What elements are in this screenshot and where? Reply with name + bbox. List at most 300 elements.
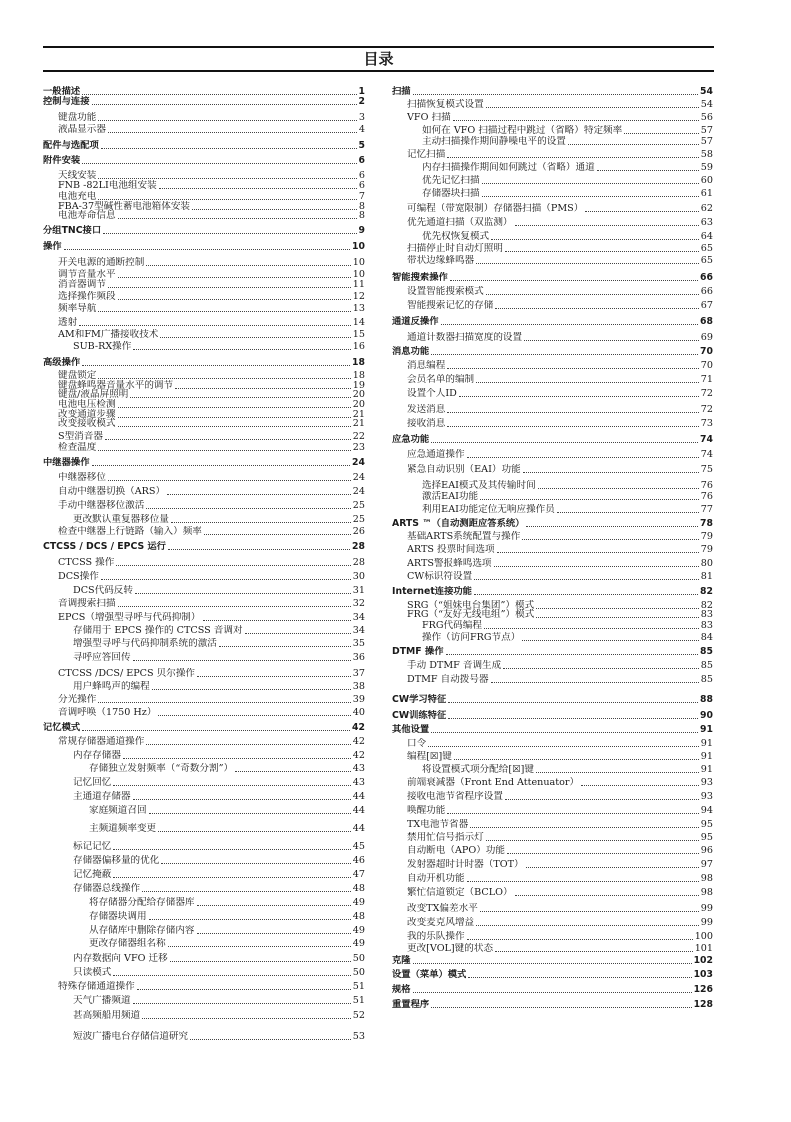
entry-title: 家庭频道召回	[89, 805, 147, 816]
toc-entry[interactable]	[43, 897, 365, 909]
title-rule	[43, 70, 714, 72]
page-number: 94	[700, 805, 713, 816]
entry-title: 发射器超时计时器（TOT）	[407, 859, 524, 870]
toc-entry[interactable]	[43, 823, 365, 835]
toc-entry[interactable]	[392, 464, 713, 476]
toc-entry[interactable]	[43, 329, 365, 341]
toc-entry[interactable]	[392, 360, 713, 372]
entry-title: 音调搜索扫描	[58, 598, 116, 609]
dot-leader	[92, 104, 357, 105]
toc-entry[interactable]	[43, 585, 365, 597]
dot-leader	[431, 354, 698, 355]
toc-entry[interactable]	[392, 845, 713, 857]
toc-entry[interactable]	[392, 859, 713, 871]
page-number: 38	[352, 681, 365, 692]
toc-section-entry[interactable]	[392, 646, 713, 658]
page-number: 99	[700, 903, 713, 914]
dot-leader	[103, 233, 356, 234]
toc-entry[interactable]	[43, 257, 365, 269]
toc-section-entry[interactable]	[392, 86, 713, 98]
toc-entry[interactable]	[43, 1010, 365, 1022]
dot-leader	[486, 840, 699, 841]
toc-section-entry[interactable]	[392, 518, 713, 530]
toc-entry[interactable]	[43, 500, 365, 512]
page-number: 78	[700, 518, 713, 529]
page-number: 88	[700, 694, 713, 705]
toc-section-entry[interactable]	[392, 999, 713, 1011]
dot-leader	[197, 905, 351, 906]
page-number: 18	[352, 370, 365, 381]
toc-section-entry[interactable]	[43, 357, 365, 369]
toc-entry[interactable]	[43, 953, 365, 965]
entry-title: 更改[VOL]键的状态	[407, 943, 494, 954]
dot-leader	[118, 299, 351, 300]
dot-leader	[597, 170, 699, 171]
dot-leader	[116, 565, 350, 566]
entry-title: 应急功能	[392, 434, 430, 445]
entry-title: 智能搜索操作	[392, 272, 448, 283]
toc-entry[interactable]	[43, 210, 365, 222]
page-number: 54	[700, 99, 713, 110]
entry-title: 自动断电（APO）功能	[407, 845, 505, 856]
entry-title: 内存数据向 VFO 迁移	[73, 953, 168, 964]
toc-entry[interactable]	[43, 317, 365, 329]
toc-entry[interactable]	[392, 300, 713, 312]
dot-leader	[133, 349, 350, 350]
toc-entry[interactable]	[43, 750, 365, 762]
entry-title: 电池充电	[58, 191, 97, 202]
entry-title: 繁忙信道锁定（BCLO）	[407, 887, 513, 898]
toc-entry[interactable]	[392, 571, 713, 583]
dot-leader	[167, 494, 351, 495]
toc-entry[interactable]	[392, 99, 713, 111]
toc-entry[interactable]	[392, 504, 713, 516]
dot-leader	[98, 178, 357, 179]
dot-leader	[522, 539, 698, 540]
page-number: 20	[352, 399, 365, 410]
page-number: 73	[700, 418, 713, 429]
entry-title: 接收消息	[407, 418, 446, 429]
page-number: 6	[358, 180, 365, 191]
page-number: 66	[700, 272, 713, 283]
toc-entry[interactable]	[392, 674, 713, 686]
entry-title: FRG代码编程	[422, 620, 482, 631]
toc-entry[interactable]	[43, 981, 365, 993]
entry-title: 口令	[407, 738, 427, 749]
entry-title: 手动 DTMF 音调生成	[407, 660, 502, 671]
entry-title: TX电池节省器	[407, 819, 469, 830]
toc-entry[interactable]	[43, 681, 365, 693]
toc-entry[interactable]	[392, 374, 713, 386]
dot-leader	[149, 813, 351, 814]
entry-title: 接收电池节省程序设置	[407, 791, 503, 802]
dot-leader	[482, 183, 699, 184]
dot-leader	[133, 1003, 351, 1004]
dot-leader	[190, 1039, 351, 1040]
toc-entry[interactable]	[43, 557, 365, 569]
toc-entry[interactable]	[392, 217, 713, 229]
toc-entry[interactable]	[43, 736, 365, 748]
toc-entry[interactable]	[392, 491, 713, 503]
entry-title: 改变麦克风增益	[407, 917, 475, 928]
toc-entry[interactable]	[43, 124, 365, 136]
dot-leader	[495, 308, 698, 309]
page-number: 1	[358, 86, 365, 97]
toc-entry[interactable]	[392, 162, 713, 174]
entry-title: 存储器总线操作	[73, 883, 141, 894]
page-number: 56	[700, 112, 713, 123]
toc-entry[interactable]	[43, 805, 365, 817]
page-number: 15	[352, 329, 365, 340]
page-number: 91	[700, 751, 713, 762]
dot-leader	[79, 325, 351, 326]
toc-entry[interactable]	[392, 873, 713, 885]
toc-entry[interactable]	[43, 869, 365, 881]
page-number: 42	[352, 750, 365, 761]
toc-entry[interactable]	[392, 449, 713, 461]
entry-title: AM和FM广播接收技术	[58, 329, 159, 340]
toc-entry[interactable]	[392, 620, 713, 632]
page-number: 10	[352, 269, 365, 280]
page-number: 64	[700, 231, 713, 242]
dot-leader	[505, 251, 699, 252]
entry-title: 存储独立发射频率（“奇数分割”）	[89, 763, 234, 774]
page-number: 50	[352, 967, 365, 978]
toc-entry[interactable]	[392, 777, 713, 789]
dot-leader	[467, 939, 693, 940]
entry-title: 短波广播电台存储信道研究	[73, 1031, 189, 1042]
dot-leader	[158, 831, 351, 832]
toc-entry[interactable]	[392, 404, 713, 416]
entry-title: 自动中继器切换（ARS）	[58, 486, 166, 497]
page-number: 50	[352, 953, 365, 964]
dot-leader	[160, 337, 350, 338]
toc-entry[interactable]	[392, 286, 713, 298]
page-number: 128	[693, 999, 713, 1010]
entry-title: 操作	[43, 241, 62, 252]
entry-title: S型消音器	[58, 431, 103, 442]
dot-leader	[480, 911, 699, 912]
toc-entry[interactable]	[43, 472, 365, 484]
page-number: 42	[352, 736, 365, 747]
entry-title: 重置程序	[392, 999, 430, 1010]
toc-entry[interactable]	[43, 668, 365, 680]
dot-leader	[235, 771, 351, 772]
toc-entry[interactable]	[43, 995, 365, 1007]
toc-entry[interactable]	[43, 925, 365, 937]
toc-entry[interactable]	[43, 526, 365, 538]
toc-entry[interactable]	[43, 967, 365, 979]
page-number: 52	[352, 1010, 365, 1021]
entry-title: 扫描	[392, 86, 411, 97]
toc-section-entry[interactable]	[392, 316, 713, 328]
page-number: 99	[700, 917, 713, 928]
toc-section-entry[interactable]	[392, 984, 713, 996]
page-number: 93	[700, 777, 713, 788]
toc-entry[interactable]	[43, 855, 365, 867]
page-number: 81	[700, 571, 713, 582]
entry-title: 电池寿命信息	[58, 210, 116, 221]
toc-entry[interactable]	[392, 418, 713, 430]
entry-title: 用户蜂鸣声的编程	[73, 681, 150, 692]
toc-section-entry[interactable]	[392, 346, 713, 358]
toc-entry[interactable]	[43, 486, 365, 498]
dot-leader	[118, 606, 351, 607]
entry-title: CW训练特征	[392, 710, 447, 721]
toc-entry[interactable]	[43, 279, 365, 291]
toc-entry[interactable]	[43, 841, 365, 853]
toc-entry[interactable]	[43, 911, 365, 923]
toc-entry[interactable]	[43, 707, 365, 719]
toc-entry[interactable]	[43, 938, 365, 950]
toc-entry[interactable]	[392, 751, 713, 763]
dot-leader	[448, 702, 698, 703]
page-number: 2	[358, 96, 365, 107]
entry-title: 会员名单的编制	[407, 374, 475, 385]
toc-entry[interactable]	[43, 291, 365, 303]
toc-entry[interactable]	[43, 1031, 365, 1043]
entry-title: 发送消息	[407, 404, 446, 415]
toc-entry[interactable]	[392, 388, 713, 400]
dot-leader	[441, 324, 699, 325]
page-number: 5	[358, 140, 365, 151]
entry-title: 通道计数器扫描宽度的设置	[407, 332, 523, 343]
dot-leader	[503, 668, 699, 669]
toc-entry[interactable]	[392, 917, 713, 929]
toc-entry[interactable]	[392, 136, 713, 148]
entry-title: SUB-RX操作	[73, 341, 132, 352]
dot-leader	[133, 660, 351, 661]
toc-entry[interactable]	[392, 332, 713, 344]
toc-entry[interactable]	[43, 418, 365, 430]
toc-entry[interactable]	[392, 832, 713, 844]
page-number: 49	[352, 897, 365, 908]
dot-leader	[118, 407, 351, 408]
dot-leader	[515, 895, 699, 896]
dot-leader	[113, 849, 350, 850]
dot-leader	[454, 759, 699, 760]
toc-entry[interactable]	[43, 638, 365, 650]
toc-section-entry[interactable]	[392, 969, 713, 981]
toc-entry[interactable]	[43, 763, 365, 775]
toc-entry[interactable]	[43, 303, 365, 315]
toc-entry[interactable]	[392, 149, 713, 161]
dot-leader	[428, 746, 699, 747]
entry-title: 液晶显示器	[58, 124, 106, 135]
toc-section-entry[interactable]	[392, 955, 713, 967]
entry-title: CTCSS 操作	[58, 557, 115, 568]
dot-leader	[474, 579, 699, 580]
toc-entry[interactable]	[43, 694, 365, 706]
toc-entry[interactable]	[392, 243, 713, 255]
toc-entry[interactable]	[392, 764, 713, 776]
dot-leader	[82, 730, 350, 731]
entry-title: 前端衰减器（Front End Attenuator）	[407, 777, 580, 788]
entry-title: 如何在 VFO 扫描过程中跳过（省略）特定频率	[422, 125, 623, 136]
dot-leader	[536, 617, 698, 618]
dot-leader	[146, 265, 350, 266]
toc-entry[interactable]	[392, 943, 713, 955]
dot-leader	[82, 163, 356, 164]
toc-entry[interactable]	[43, 625, 365, 637]
toc-section-entry[interactable]	[43, 140, 365, 152]
dot-leader	[491, 239, 699, 240]
page-number: 82	[700, 586, 713, 597]
dot-leader	[137, 989, 351, 990]
dot-leader	[624, 133, 699, 134]
dot-leader	[482, 196, 699, 197]
entry-title: 选择EAI模式及其传输时间	[422, 480, 536, 491]
entry-title: 改变接收模式	[58, 418, 116, 429]
toc-entry[interactable]	[392, 819, 713, 831]
entry-title: 优先记忆扫描	[422, 175, 480, 186]
dot-leader	[486, 107, 699, 108]
dot-leader	[168, 549, 350, 550]
toc-section-entry[interactable]	[43, 96, 365, 108]
toc-entry[interactable]	[392, 112, 713, 124]
entry-title: 操作（访问FRG节点）	[422, 632, 521, 643]
dot-leader	[585, 211, 698, 212]
entry-title: 更改默认重复器移位量	[73, 514, 169, 525]
toc-entry[interactable]	[392, 791, 713, 803]
toc-entry[interactable]	[392, 544, 713, 556]
toc-entry[interactable]	[392, 175, 713, 187]
entry-title: 主频道频率变更	[89, 823, 157, 834]
page-number: 91	[700, 764, 713, 775]
dot-leader	[486, 294, 699, 295]
page-number: 42	[352, 722, 365, 733]
dot-leader	[118, 277, 351, 278]
entry-title: 天线安装	[58, 170, 97, 181]
page-number: 49	[352, 938, 365, 949]
toc-section-entry[interactable]	[43, 722, 365, 734]
page-number: 7	[358, 191, 365, 202]
toc-entry[interactable]	[392, 231, 713, 243]
toc-entry[interactable]	[43, 883, 365, 895]
toc-section-entry[interactable]	[392, 694, 713, 706]
dot-leader	[171, 522, 351, 523]
page-number: 25	[352, 514, 365, 525]
entry-title: 规格	[392, 984, 411, 995]
toc-section-entry[interactable]	[43, 225, 365, 237]
toc-entry[interactable]	[392, 632, 713, 644]
entry-title: 更改存储器组名称	[89, 938, 166, 949]
toc-entry[interactable]	[392, 805, 713, 817]
dot-leader	[82, 94, 356, 95]
entry-title: 其他设置	[392, 724, 430, 735]
dot-leader	[98, 311, 350, 312]
page-number: 65	[700, 255, 713, 266]
toc-entry[interactable]	[392, 903, 713, 915]
dot-leader	[536, 772, 699, 773]
dot-leader	[447, 157, 698, 158]
dot-leader	[113, 785, 350, 786]
toc-entry[interactable]	[43, 598, 365, 610]
page-number: 76	[700, 491, 713, 502]
entry-title: 分光操作	[58, 694, 97, 705]
toc-entry[interactable]	[392, 887, 713, 899]
entry-title: 将存储器分配给存储器库	[89, 897, 195, 908]
toc-entry[interactable]	[392, 558, 713, 570]
dot-leader	[98, 199, 357, 200]
toc-entry[interactable]	[43, 112, 365, 124]
page-number: 68	[700, 316, 713, 327]
entry-title: 应急通道操作	[407, 449, 465, 460]
page-number: 10	[352, 241, 365, 252]
page-number: 3	[358, 112, 365, 123]
toc-entry[interactable]	[43, 612, 365, 624]
toc-entry[interactable]	[392, 531, 713, 543]
page-number: 11	[352, 279, 365, 290]
dot-leader	[158, 715, 350, 716]
page-number: 126	[693, 984, 713, 995]
page-number: 80	[700, 558, 713, 569]
entry-title: 克隆	[392, 955, 411, 966]
toc-entry[interactable]	[43, 791, 365, 803]
toc-section-entry[interactable]	[392, 272, 713, 284]
toc-entry[interactable]	[43, 442, 365, 454]
toc-section-entry[interactable]	[43, 241, 365, 253]
entry-title: 频率导航	[58, 303, 97, 314]
entry-title: 记忆扫描	[407, 149, 446, 160]
toc-section-entry[interactable]	[392, 710, 713, 722]
entry-title: 记忆掩蔽	[73, 869, 112, 880]
entry-title: 选择操作频段	[58, 291, 116, 302]
dot-leader	[101, 579, 351, 580]
toc-entry[interactable]	[392, 931, 713, 943]
page-number: 57	[700, 125, 713, 136]
toc-entry[interactable]	[43, 514, 365, 526]
dot-leader	[197, 676, 351, 677]
toc-entry[interactable]	[43, 777, 365, 789]
dot-leader	[476, 263, 699, 264]
page-number: 34	[352, 612, 365, 623]
toc-entry[interactable]	[43, 341, 365, 353]
entry-title: 带状边缘蜂鸣器	[407, 255, 475, 266]
dot-leader	[113, 975, 350, 976]
toc-section-entry[interactable]	[43, 155, 365, 167]
toc-section-entry[interactable]	[392, 724, 713, 736]
dot-leader	[538, 488, 699, 489]
toc-entry[interactable]	[392, 255, 713, 267]
entry-title: 内存扫描操作期间如何跳过（省略）通道	[422, 162, 595, 173]
toc-section-entry[interactable]	[43, 457, 365, 469]
dot-leader	[431, 1007, 691, 1008]
entry-title: 扫描停止时自动灯照明	[407, 243, 503, 254]
toc-section-entry[interactable]	[392, 434, 713, 446]
entry-title: 优先权恢复模式	[422, 231, 490, 242]
toc-section-entry[interactable]	[43, 541, 365, 553]
dot-leader	[484, 628, 699, 629]
toc-entry[interactable]	[392, 203, 713, 215]
toc-entry[interactable]	[392, 188, 713, 200]
page-number: 26	[352, 526, 365, 537]
entry-title: 改变通道步骤	[58, 409, 116, 420]
dot-leader	[524, 340, 699, 341]
entry-title: 开关电源的通断控制	[58, 257, 145, 268]
entry-title: 智能搜索记忆的存储	[407, 300, 494, 311]
entry-title: 电池电压检测	[58, 399, 116, 410]
toc-entry[interactable]	[392, 738, 713, 750]
toc-entry[interactable]	[392, 660, 713, 672]
toc-section-entry[interactable]	[392, 586, 713, 598]
page-number: 85	[700, 660, 713, 671]
entry-title: CW标识符设置	[407, 571, 473, 582]
toc-entry[interactable]	[43, 571, 365, 583]
page-number: 51	[352, 981, 365, 992]
toc-entry[interactable]	[43, 652, 365, 664]
entry-title: 消息编程	[407, 360, 446, 371]
